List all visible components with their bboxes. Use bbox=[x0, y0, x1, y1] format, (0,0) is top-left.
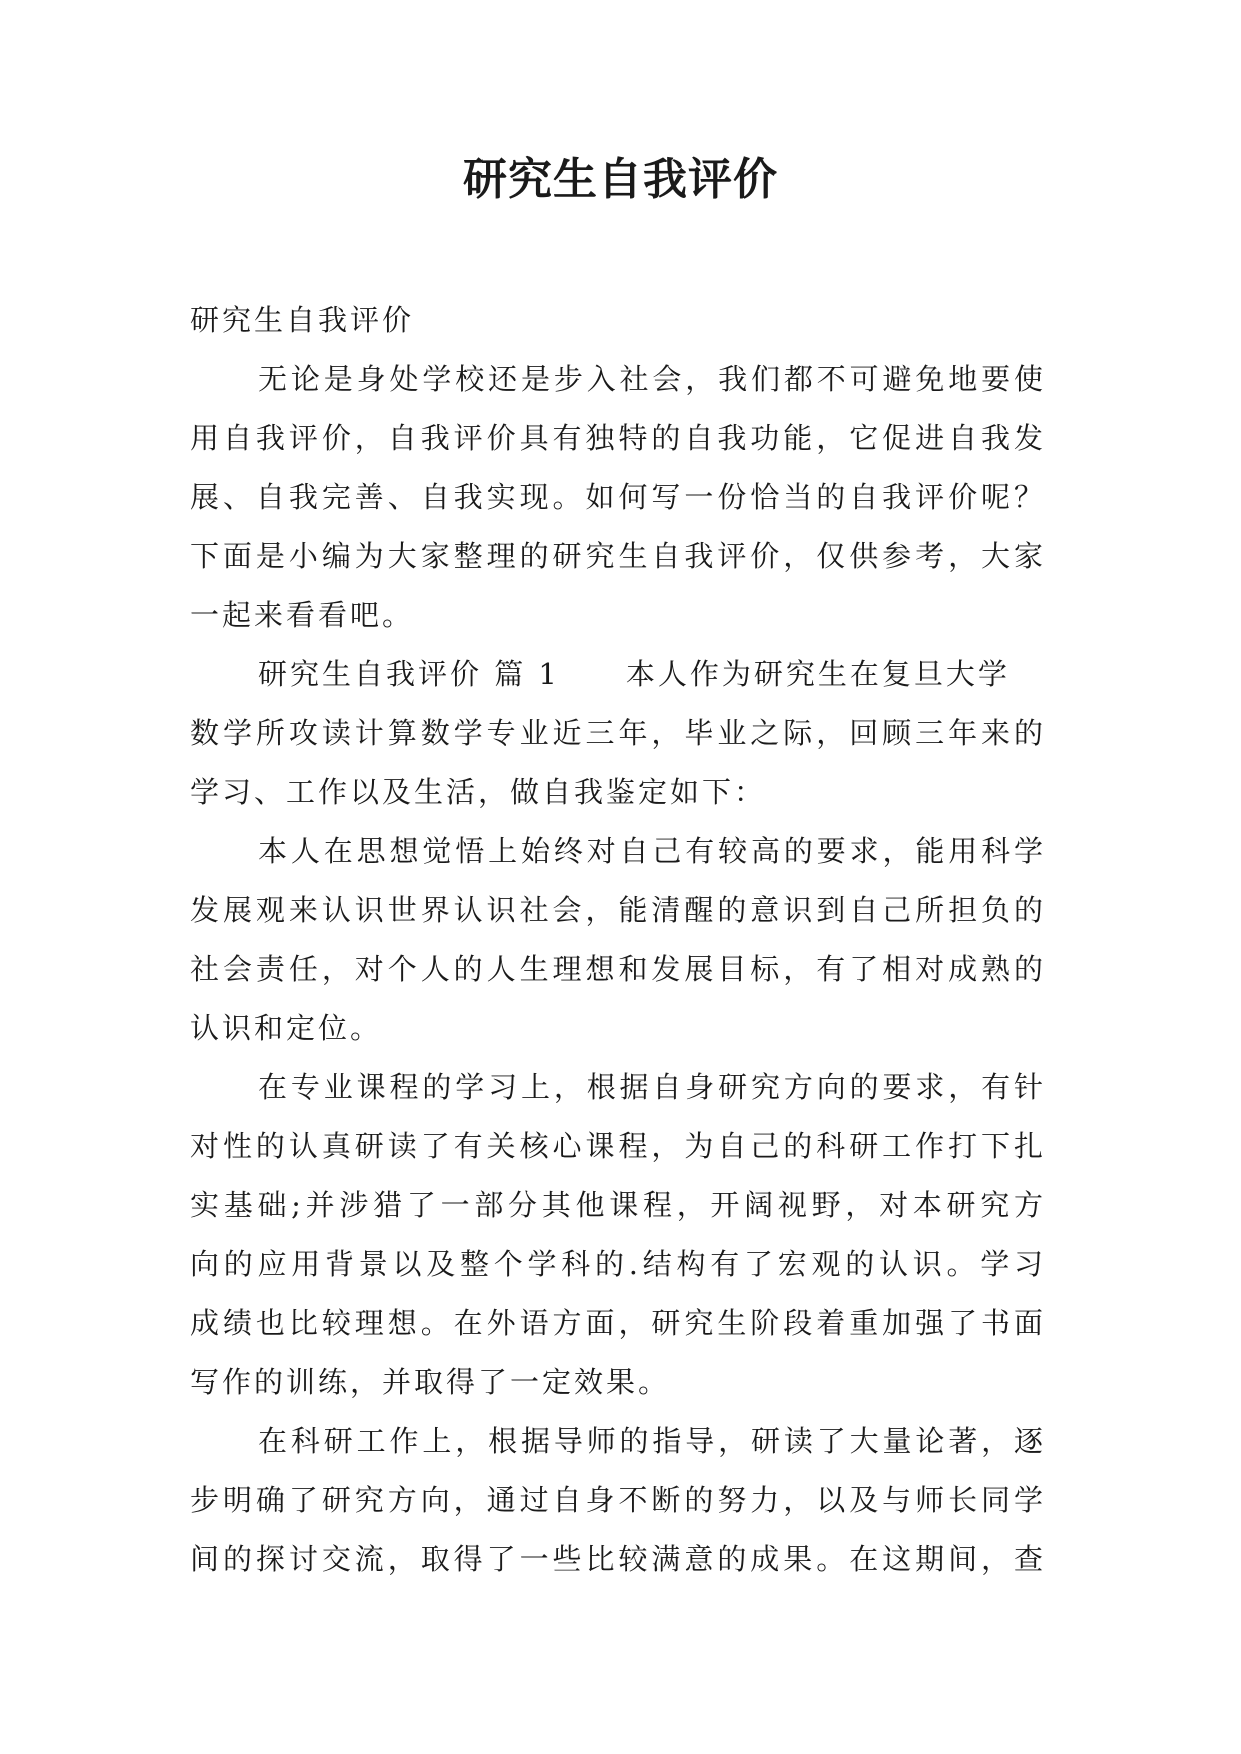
paragraph-intro bbox=[190, 350, 1046, 645]
text-line: 下面是小编为大家整理的研究生自我评价，仅供参考，大家 bbox=[190, 539, 1046, 573]
text-line: 向的应用背景以及整个学科的.结构有了宏观的认识。学习 bbox=[190, 1247, 1046, 1281]
text-line: 社会责任，对个人的人生理想和发展目标，有了相对成熟的 bbox=[190, 952, 1046, 986]
text-line: 间的探讨交流，取得了一些比较满意的成果。在这期间，查 bbox=[190, 1542, 1046, 1576]
document-title: 研究生自我评价 bbox=[463, 154, 778, 205]
document-body bbox=[190, 291, 1046, 1589]
text-line: 本人在思想觉悟上始终对自己有较高的要求，能用科学 bbox=[258, 834, 1046, 868]
text-line: 步明确了研究方向，通过自身不断的努力，以及与师长同学 bbox=[190, 1483, 1046, 1517]
text-line: 发展观来认识世界认识社会，能清醒的意识到自己所担负的 bbox=[190, 893, 1046, 927]
text-line: 展、自我完善、自我实现。如何写一份恰当的自我评价呢？ bbox=[190, 480, 1046, 514]
text-line: 成绩也比较理想。在外语方面，研究生阶段着重加强了书面 bbox=[190, 1306, 1046, 1340]
paragraph-ideology bbox=[190, 822, 1046, 1058]
paragraph-courses bbox=[190, 1058, 1046, 1412]
section-label: 研究生自我评价 篇 1 bbox=[258, 657, 560, 691]
text-line: 一起来看看吧。 bbox=[190, 598, 415, 632]
text-line: 在专业课程的学习上，根据自身研究方向的要求，有针 bbox=[258, 1070, 1046, 1104]
text-line: 对性的认真研读了有关核心课程，为自己的科研工作打下扎 bbox=[190, 1129, 1046, 1163]
text-line: 实基础;并涉猎了一部分其他课程，开阔视野，对本研究方 bbox=[190, 1188, 1046, 1222]
text-line: 数学所攻读计算数学专业近三年，毕业之际，回顾三年来的 bbox=[190, 716, 1046, 750]
text-line: 用自我评价，自我评价具有独特的自我功能，它促进自我发 bbox=[190, 421, 1046, 455]
document-subtitle: 研究生自我评价 bbox=[190, 303, 415, 337]
section-heading-line bbox=[190, 645, 1046, 704]
paragraph-section-1 bbox=[190, 645, 1046, 822]
text-line: 在科研工作上，根据导师的指导，研读了大量论著，逐 bbox=[258, 1424, 1046, 1458]
section-text: 本人作为研究生在复旦大学 bbox=[625, 657, 1010, 691]
text-line: 无论是身处学校还是步入社会，我们都不可避免地要使 bbox=[258, 362, 1046, 396]
text-line: 认识和定位。 bbox=[190, 1011, 383, 1045]
text-line: 写作的训练，并取得了一定效果。 bbox=[190, 1365, 671, 1399]
paragraph-research bbox=[190, 1412, 1046, 1589]
text-line: 学习、工作以及生活，做自我鉴定如下： bbox=[190, 775, 767, 809]
